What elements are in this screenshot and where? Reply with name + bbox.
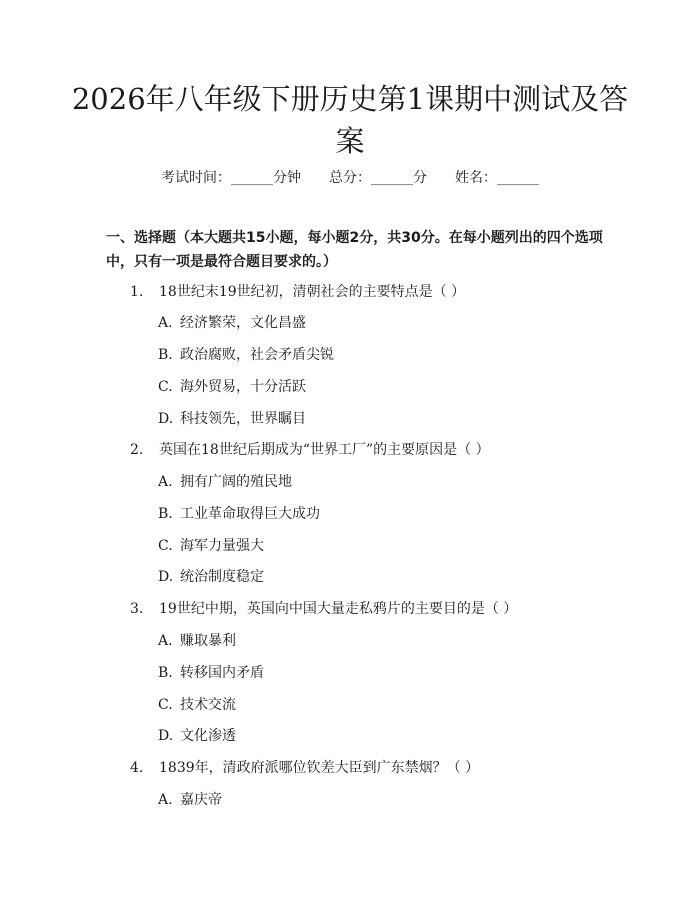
option-text: 嘉庆帝 [180,792,222,808]
student-name-field: 姓名：______ [455,170,539,186]
option-letter: C. [158,538,173,554]
question-text: 英国在18世纪后期成为“世界工厂”的主要原因是（ ） [159,442,490,458]
option-text: 工业革命取得巨大成功 [180,506,320,522]
question-2-option-b [158,504,320,524]
option-letter: A. [158,633,173,649]
option-text: 经济繁荣，文化昌盛 [180,315,306,331]
question-1 [130,282,465,302]
exam-time-field: 考试时间：______分钟 [161,170,301,186]
option-letter: D. [158,411,174,427]
option-letter: C. [158,697,173,713]
question-4-option-a [158,790,222,810]
question-number: 1. [130,284,144,300]
option-text: 政治腐败，社会矛盾尖锐 [180,347,334,363]
question-text: 1839年，清政府派哪位钦差大臣到广东禁烟？（ ） [159,760,480,776]
question-1-option-b [158,345,334,365]
question-1-option-c [158,377,306,397]
option-text: 海军力量强大 [180,538,264,554]
question-number: 2. [130,442,144,458]
question-text: 19世纪中期，英国向中国大量走私鸦片的主要目的是（ ） [159,601,518,617]
exam-meta-line [0,168,700,188]
question-2 [130,440,490,460]
question-3-option-a [158,631,236,651]
question-number: 4. [130,760,144,776]
option-text: 转移国内矛盾 [180,665,264,681]
option-text: 赚取暴利 [180,633,236,649]
option-letter: B. [158,347,173,363]
option-text: 海外贸易，十分活跃 [180,379,306,395]
question-3 [130,599,517,619]
question-3-option-b [158,663,264,683]
option-letter: D. [158,569,174,585]
question-3-option-d [158,726,236,746]
option-letter: B. [158,506,173,522]
question-3-option-c [158,695,236,715]
option-text: 拥有广阔的殖民地 [180,474,292,490]
question-text: 18世纪末19世纪初，清朝社会的主要特点是（ ） [159,284,466,300]
option-letter: A. [158,474,173,490]
total-score-field: 总分：______分 [329,170,427,186]
page-title: 2026年八年级下册历史第1课期中测试及答案 [71,82,629,158]
option-letter: C. [158,379,173,395]
option-text: 统治制度稳定 [180,569,264,585]
option-letter: B. [158,665,173,681]
option-letter: D. [158,728,174,744]
option-text: 科技领先，世界瞩目 [180,411,306,427]
question-2-option-d [158,567,264,587]
question-4 [130,758,479,778]
section-heading: 一、选择题（本大题共15小题，每小题2分，共30分。在每小题列出的四个选项中，只有一项是最符合题目要求的。） [106,230,603,270]
question-1-option-d [158,409,306,429]
option-letter: A. [158,792,173,808]
option-text: 技术交流 [180,697,236,713]
question-1-option-a [158,313,306,333]
question-number: 3. [130,601,144,617]
option-letter: A. [158,315,173,331]
option-text: 文化渗透 [180,728,236,744]
question-2-option-a [158,472,292,492]
question-2-option-c [158,536,264,556]
